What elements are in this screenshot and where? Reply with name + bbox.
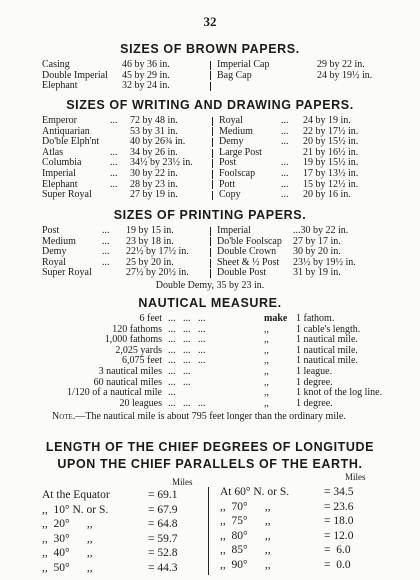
paper-name: Demy [219,136,244,148]
printing-papers-table [42,226,356,279]
writing-papers-table [42,116,358,201]
paper-row [42,71,372,82]
longitude-row [42,488,178,503]
measure-quantity: 6 feet [139,313,162,324]
paper-name: Imperial [217,225,251,236]
measure-verb: ,, [264,387,269,399]
paper-name: Columbia [42,157,82,169]
latitude-label: ,, 10° N. or S. [42,503,109,516]
measure-result: 1 nautical mile. [296,334,358,346]
printing-footer: Double Demy, 35 by 23 in. [155,280,265,291]
column-divider [208,487,209,575]
paper-row [42,116,358,127]
paper-name: Casing [42,59,70,70]
paper-size: 31 by 19 in. [293,267,341,279]
paper-name: Copy [219,189,241,201]
longitude-heading-line1: LENGTH OF THE CHIEF DEGREES OF LONGITUDE [45,440,375,454]
column-divider [212,149,213,158]
column-divider [212,170,213,179]
latitude-label: ,, 90° ,, [220,558,271,571]
leader-dots: ... ... ... [168,313,206,324]
paper-name: Imperial [42,167,76,179]
measure-verb: ,, [264,355,269,367]
paper-size: 45 by 29 in. [122,69,170,81]
column-divider [212,138,213,147]
leader-dots: ... [102,256,110,268]
paper-name: Do'ble Elph'nt [42,136,100,148]
leader-dots: ... [281,115,289,126]
longitude-right-table [220,485,354,572]
longitude-row [42,532,178,547]
longitude-left-table [42,488,178,575]
paper-size: 72 by 48 in. [130,115,178,126]
brown-papers-table [42,60,372,92]
column-divider [210,259,211,268]
measure-result: 1 knot of the log line. [296,387,383,399]
paper-name: Royal [219,115,243,126]
paper-name: Emperor [42,115,77,126]
paper-row [42,81,372,92]
latitude-label: ,, 50° ,, [42,561,93,574]
longitude-row [42,561,178,576]
leader-dots: ... [110,178,118,190]
longitude-row [220,485,354,500]
leader-dots: ... [281,157,289,169]
leader-dots [110,190,130,201]
leader-dots: ... ... ... [168,397,206,409]
measure-result: 1 degree. [296,376,333,388]
measure-result: 1 degree. [296,397,333,409]
miles-value: = 34.5 [324,486,354,498]
paper-size: 20 by 16 in. [303,189,351,201]
measure-verb: ,, [264,334,269,346]
paper-size: 46 by 36 in. [122,59,170,70]
measure-quantity: 120 fathoms [112,323,162,335]
miles-value: = 67.9 [148,503,178,516]
paper-size: 30 by 22 in. [130,167,178,179]
leader-dots: ... [102,246,110,258]
paper-row [42,268,356,279]
column-divider [210,61,211,70]
leader-dots: ... [110,146,118,158]
leader-dots: ... [281,125,289,137]
miles-value: = 0.0 [324,558,351,571]
nautical-row [40,314,382,325]
paper-name: Post [42,225,60,236]
paper-size: 30 by 20 in. [293,246,341,258]
latitude-label: ,, 85° ,, [220,544,271,556]
paper-size: 15 by 12½ in. [303,178,359,190]
measure-result: 1 cable's length. [296,323,361,335]
miles-value: = 18.0 [324,515,354,527]
measure-quantity: 60 nautical miles [93,376,162,388]
latitude-label: ,, 30° ,, [42,532,93,545]
paper-name: Medium [219,125,253,137]
miles-value: = 52.8 [148,547,178,559]
leader-dots: ... ... ... [168,344,206,356]
paper-size: 32 by 24 in. [122,80,170,92]
measure-quantity: 2,025 yards [115,344,162,356]
leader-dots: ... ... [168,365,191,377]
leader-dots: ... ... ... [168,323,206,335]
leader-dots [102,268,126,279]
measure-verb: ,, [264,365,269,377]
measure-verb: ,, [264,376,269,388]
nautical-table [40,314,382,409]
longitude-row [220,543,354,558]
paper-name: Imperial Cap [217,59,270,70]
paper-name: Demy [42,246,67,258]
paper-size: 27 by 19 in. [130,189,178,201]
column-divider [210,237,211,246]
measure-result: 1 league. [296,365,333,377]
paper-size: 28 by 23 in. [130,178,178,190]
leader-dots: ... [102,225,110,236]
paper-name: Post [219,157,237,169]
miles-value: = 6.0 [324,544,351,556]
miles-value: = 23.6 [324,500,354,513]
paper-name: Do'ble Foolscap [217,235,282,247]
latitude-label: ,, 40° ,, [42,547,93,559]
paper-size: 22½ by 17½ in. [126,246,189,258]
latitude-label: At 60° N. or S. [220,486,290,498]
measure-quantity: 20 leagues [119,397,162,409]
paper-size: 21 by 16½ in. [303,146,359,158]
leader-dots: ... [293,225,301,236]
brown-papers-heading: SIZES OF BROWN PAPERS. [120,42,300,56]
paper-size: 24 by 19½ in. [317,69,373,81]
paper-name: Large Post [219,146,262,158]
longitude-row [220,514,354,529]
column-divider [212,159,213,168]
paper-name: Royal [42,256,66,268]
paper-size: 27 by 17 in. [293,235,341,247]
paper-size: 27½ by 20½ in. [126,267,189,279]
paper-size: 29 by 22 in. [317,59,365,70]
leader-dots: ... [110,157,118,169]
miles-value: = 59.7 [148,532,178,545]
leader-dots: ... [281,167,289,179]
longitude-row [42,503,178,518]
leader-dots: ... [281,178,289,190]
paper-name: Medium [42,235,76,247]
measure-verb: ,, [264,397,269,409]
leader-dots: ... [110,115,118,126]
measure-quantity: 6,075 feet [122,355,162,367]
measure-verb: make [264,313,288,324]
longitude-row [220,529,354,544]
paper-size: 22 by 17½ in. [303,125,359,137]
paper-name: Bag Cap [217,69,252,81]
paper-size: 17 by 13½ in. [303,167,359,179]
paper-name: Foolscap [219,167,256,179]
paper-name: Double Imperial [42,69,108,81]
column-divider [212,117,213,126]
longitude-row [42,517,178,532]
paper-name: Elephant [42,178,78,190]
measure-verb: ,, [264,344,269,356]
paper-name: Antiquarian [42,125,90,137]
latitude-label: ,, 70° ,, [220,500,271,513]
leader-dots: ... [102,235,110,247]
leader-dots [110,127,130,138]
miles-label-left: Miles [172,477,193,487]
paper-size: 30 by 22 in. [300,225,349,236]
writing-papers-heading: SIZES OF WRITING AND DRAWING PAPERS. [66,98,354,112]
paper-size: 23 by 18 in. [126,235,174,247]
paper-row [42,226,356,237]
miles-value: = 69.1 [148,489,178,501]
paper-size: 23½ by 19½ in. [293,256,356,268]
column-divider [210,227,211,236]
column-divider [210,71,211,80]
paper-row [42,190,358,201]
column-divider [212,191,213,200]
note-text: —The nautical mile is about 795 feet longer than the ordinary mile. [75,411,346,422]
leader-dots: ... [168,387,176,399]
paper-size: 19 by 15 in. [126,225,174,236]
column-divider [210,269,211,278]
paper-size: 20 by 15½ in. [303,136,359,148]
paper-name: Super Royal [42,189,92,201]
longitude-row [220,558,354,573]
nautical-note [52,411,392,422]
paper-name: Double Post [217,267,267,279]
longitude-row [42,546,178,561]
paper-name: Double Crown [217,246,277,258]
nautical-row [40,399,382,410]
paper-row [42,169,358,180]
paper-name: Atlas [42,146,64,158]
column-divider [210,248,211,257]
paper-size: 24 by 19 in. [303,115,351,126]
miles-value: = 44.3 [148,561,178,574]
measure-quantity: 3 nautical miles [98,365,162,377]
column-divider [210,82,211,91]
measure-quantity: 1/120 of a nautical mile [67,387,162,399]
paper-size: 40 by 26¾ in. [130,136,186,148]
nautical-heading: NAUTICAL MEASURE. [138,296,282,310]
measure-result: 1 fathom. [296,313,335,324]
paper-size: 34 by 26 in. [130,146,178,158]
leader-dots: ... ... ... [168,334,206,346]
paper-name: Pott [219,178,236,190]
miles-label-right: Miles [345,472,366,482]
leader-dots: ... ... [168,376,191,388]
page-number: 32 [203,14,217,29]
leader-dots: ... [110,167,118,179]
latitude-label: ,, 20° ,, [42,518,93,530]
paper-row [42,60,372,71]
note-label: Note. [52,411,76,422]
paper-size: 19 by 15½ in. [303,157,359,169]
latitude-label: ,, 75° ,, [220,515,271,527]
leader-dots: ... [281,189,289,201]
printing-papers-heading: SIZES OF PRINTING PAPERS. [113,208,307,222]
paper-size: 34½ by 23½ in. [130,157,193,169]
leader-dots: ... ... ... [168,355,206,367]
leader-dots: ... [281,136,289,148]
paper-size: 53 by 31 in. [130,125,178,137]
nautical-row [40,367,382,378]
longitude-heading-line2: UPON THE CHIEF PARALLELS OF THE EARTH. [57,457,363,471]
paper-name: Elephant [42,80,78,92]
measure-verb: ,, [264,323,269,335]
paper-size: 25 by 20 in. [126,256,174,268]
paper-name: Sheet & ½ Post [217,256,280,268]
measure-quantity: 1,000 fathoms [104,334,162,346]
latitude-label: At the Equator [42,489,110,501]
longitude-row [220,500,354,515]
miles-value: = 12.0 [324,529,354,542]
latitude-label: ,, 80° ,, [220,529,271,542]
measure-result: 1 nautical mile. [296,355,358,367]
miles-value: = 64.8 [148,518,178,530]
measure-result: 1 nautical mile. [296,344,358,356]
column-divider [212,127,213,136]
column-divider [212,180,213,189]
paper-name: Super Royal [42,267,92,279]
